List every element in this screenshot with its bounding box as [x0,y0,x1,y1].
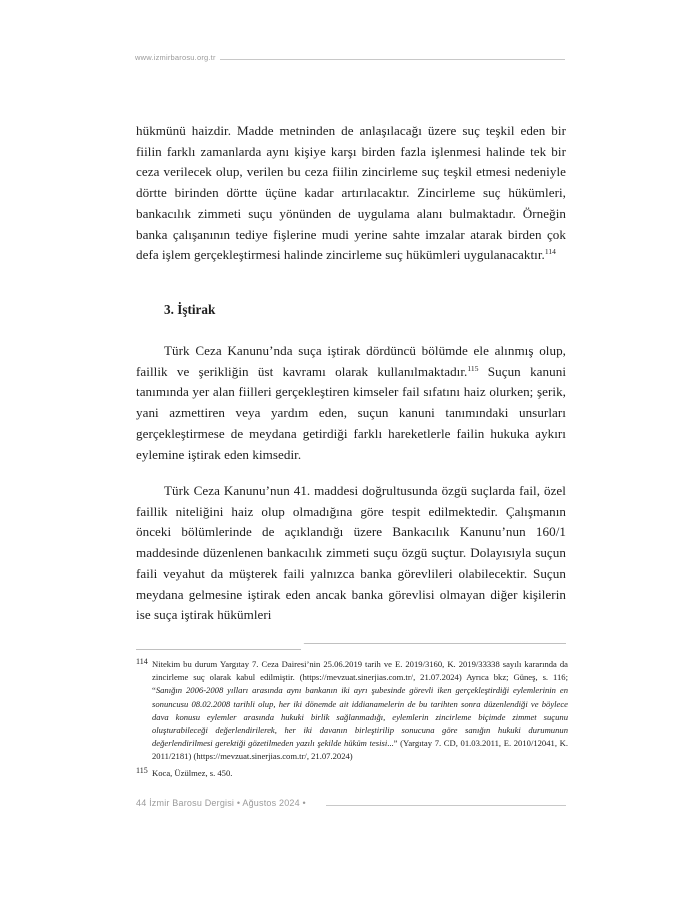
footnote-115 [136,767,568,780]
paragraph-1-text: hükmünü haizdir. Madde metninden de anlaşılacağı üzere suç teşkil eden bir fiilin farklı zamanlarda aynı kişiye karşı birden fazla işlenmesi halinde tek bir ceza verilecek olup, verilen bu ceza fiilin zincirleme suç teşkil etmesi nedeniyle dörtte birinden dörtte üçüne kadar artırılacaktır. Zincirleme suç hükümleri, bankacılık zimmeti suçu yönünden de uygulama alanı bulmaktadır. Örneğin banka çalışanının tediye fişlerine mudi yerine sahte imzalar atarak birden çok defa işlem gerçekleştirmesi halinde zincirleme suç hükümleri uygulanacaktır. [136,123,566,263]
running-header [135,53,565,67]
footnote-ref-114: 114 [544,247,556,257]
header-url: www.izmirbarosu.org.tr [135,53,220,62]
section-heading: 3. İştirak [164,302,216,317]
footnote-number: 115 [136,765,148,775]
footnote-rule-left [136,649,301,650]
footnote-text: Koca, Üzülmez, s. 450. [152,767,233,778]
footnote-quote: Sanığın 2006-2008 yılları arasında aynı bankanın iki ayrı şubesinde görevli iken gerçekleştirdiği eylemlerinin en sonuncusu 08.02.2008 tarihli olup, her iki dönemde ait iddianamelerin de bu tarihten sonra düzenlendiği ve böylece dava konusu eylemler arasında hukuki birlik sağlanmadığı, eylemlerin zincirleme biçimde zimmet suçunu oluşturabileceği değerlendirilerek, her iki davanın birleştirilip sonucuna göre sanığın hukuki durumunun değerlendirilmesi gerektiği gözetilmeden yazılı şekilde hüküm tesisi [152,685,568,749]
paragraph-1-block [136,121,566,266]
paragraph-2 [136,341,566,465]
footnote-rule-right [308,643,566,644]
paragraph-2-text-cont: Suçun kanuni tanımında yer alan fiilleri gerçekleştiren kimseler fail sıfatını haiz olurken; şerik, yani azmettiren veya yardım eden, suçun kanuni tanımındaki unsurları gerçekleştirmese de meydana getirdiği farklı hareketlerle failin hukuka aykırı eylemine iştirak eden kimsedir. [136,363,567,462]
paragraph-2-block [136,341,566,465]
page-footer [136,798,566,812]
footnote-text-end: ...” (Yargıtay 7. CD, 01.03.2011, E. 2010/12041, K. 2011/2181) (https://mevzuat.sinerjias.com.tr/, 21.07.2024) [152,738,568,762]
footnote-rule-step [298,643,317,651]
header-rule [217,59,565,60]
footnote-separator [136,643,566,655]
paragraph-2-text: Türk Ceza Kanunu’nda suça iştirak dördüncü bölümde ele alınmış olup, faillik ve şerikliğin üst kavramı olarak kullanılmaktadır. [136,343,566,379]
footnote-114 [136,658,568,764]
paragraph-1 [136,121,566,266]
footnotes [136,658,568,783]
footnote-ref-115: 115 [467,363,479,373]
footnote-text: Nitekim bu durum Yargıtay 7. Ceza Dairesi’nin 25.06.2019 tarih ve E. 2019/3160, K. 2019/33338 sayılı kararında da zincirleme suç olarak kabul edilmiştir. (https://mevzuat.sinerjias.com.tr/, 21.07.2024) Ayrıca bkz; Güneş, s. 116; “ [152,659,568,696]
footer-text: 44 İzmir Barosu Dergisi • Ağustos 2024 • [136,798,311,808]
paragraph-3: Türk Ceza Kanunu’nun 41. maddesi doğrultusunda özgü suçlarda fail, özel faillik niteliğini haiz olup olmadığına göre tespit edilmektedir. Çalışmanın önceki bölümlerinde de açıklandığı üzere Bankacılık Kanunu’nun 160/1 maddesinde düzenlenen bankacılık zimmeti suçu özgü suçtur. Dolayısıyla suçun faili veyahut da müşterek faili yalnızca banka görevlileri olabilecektir. Suçun meydana gelmesine iştirak eden ancak banka görevlisi olmayan diğer kişilerin ise suça iştirak hükümleri [136,483,566,623]
paragraph-3-block [136,481,566,626]
footnote-number: 114 [136,657,148,666]
footer-rule [326,805,566,806]
